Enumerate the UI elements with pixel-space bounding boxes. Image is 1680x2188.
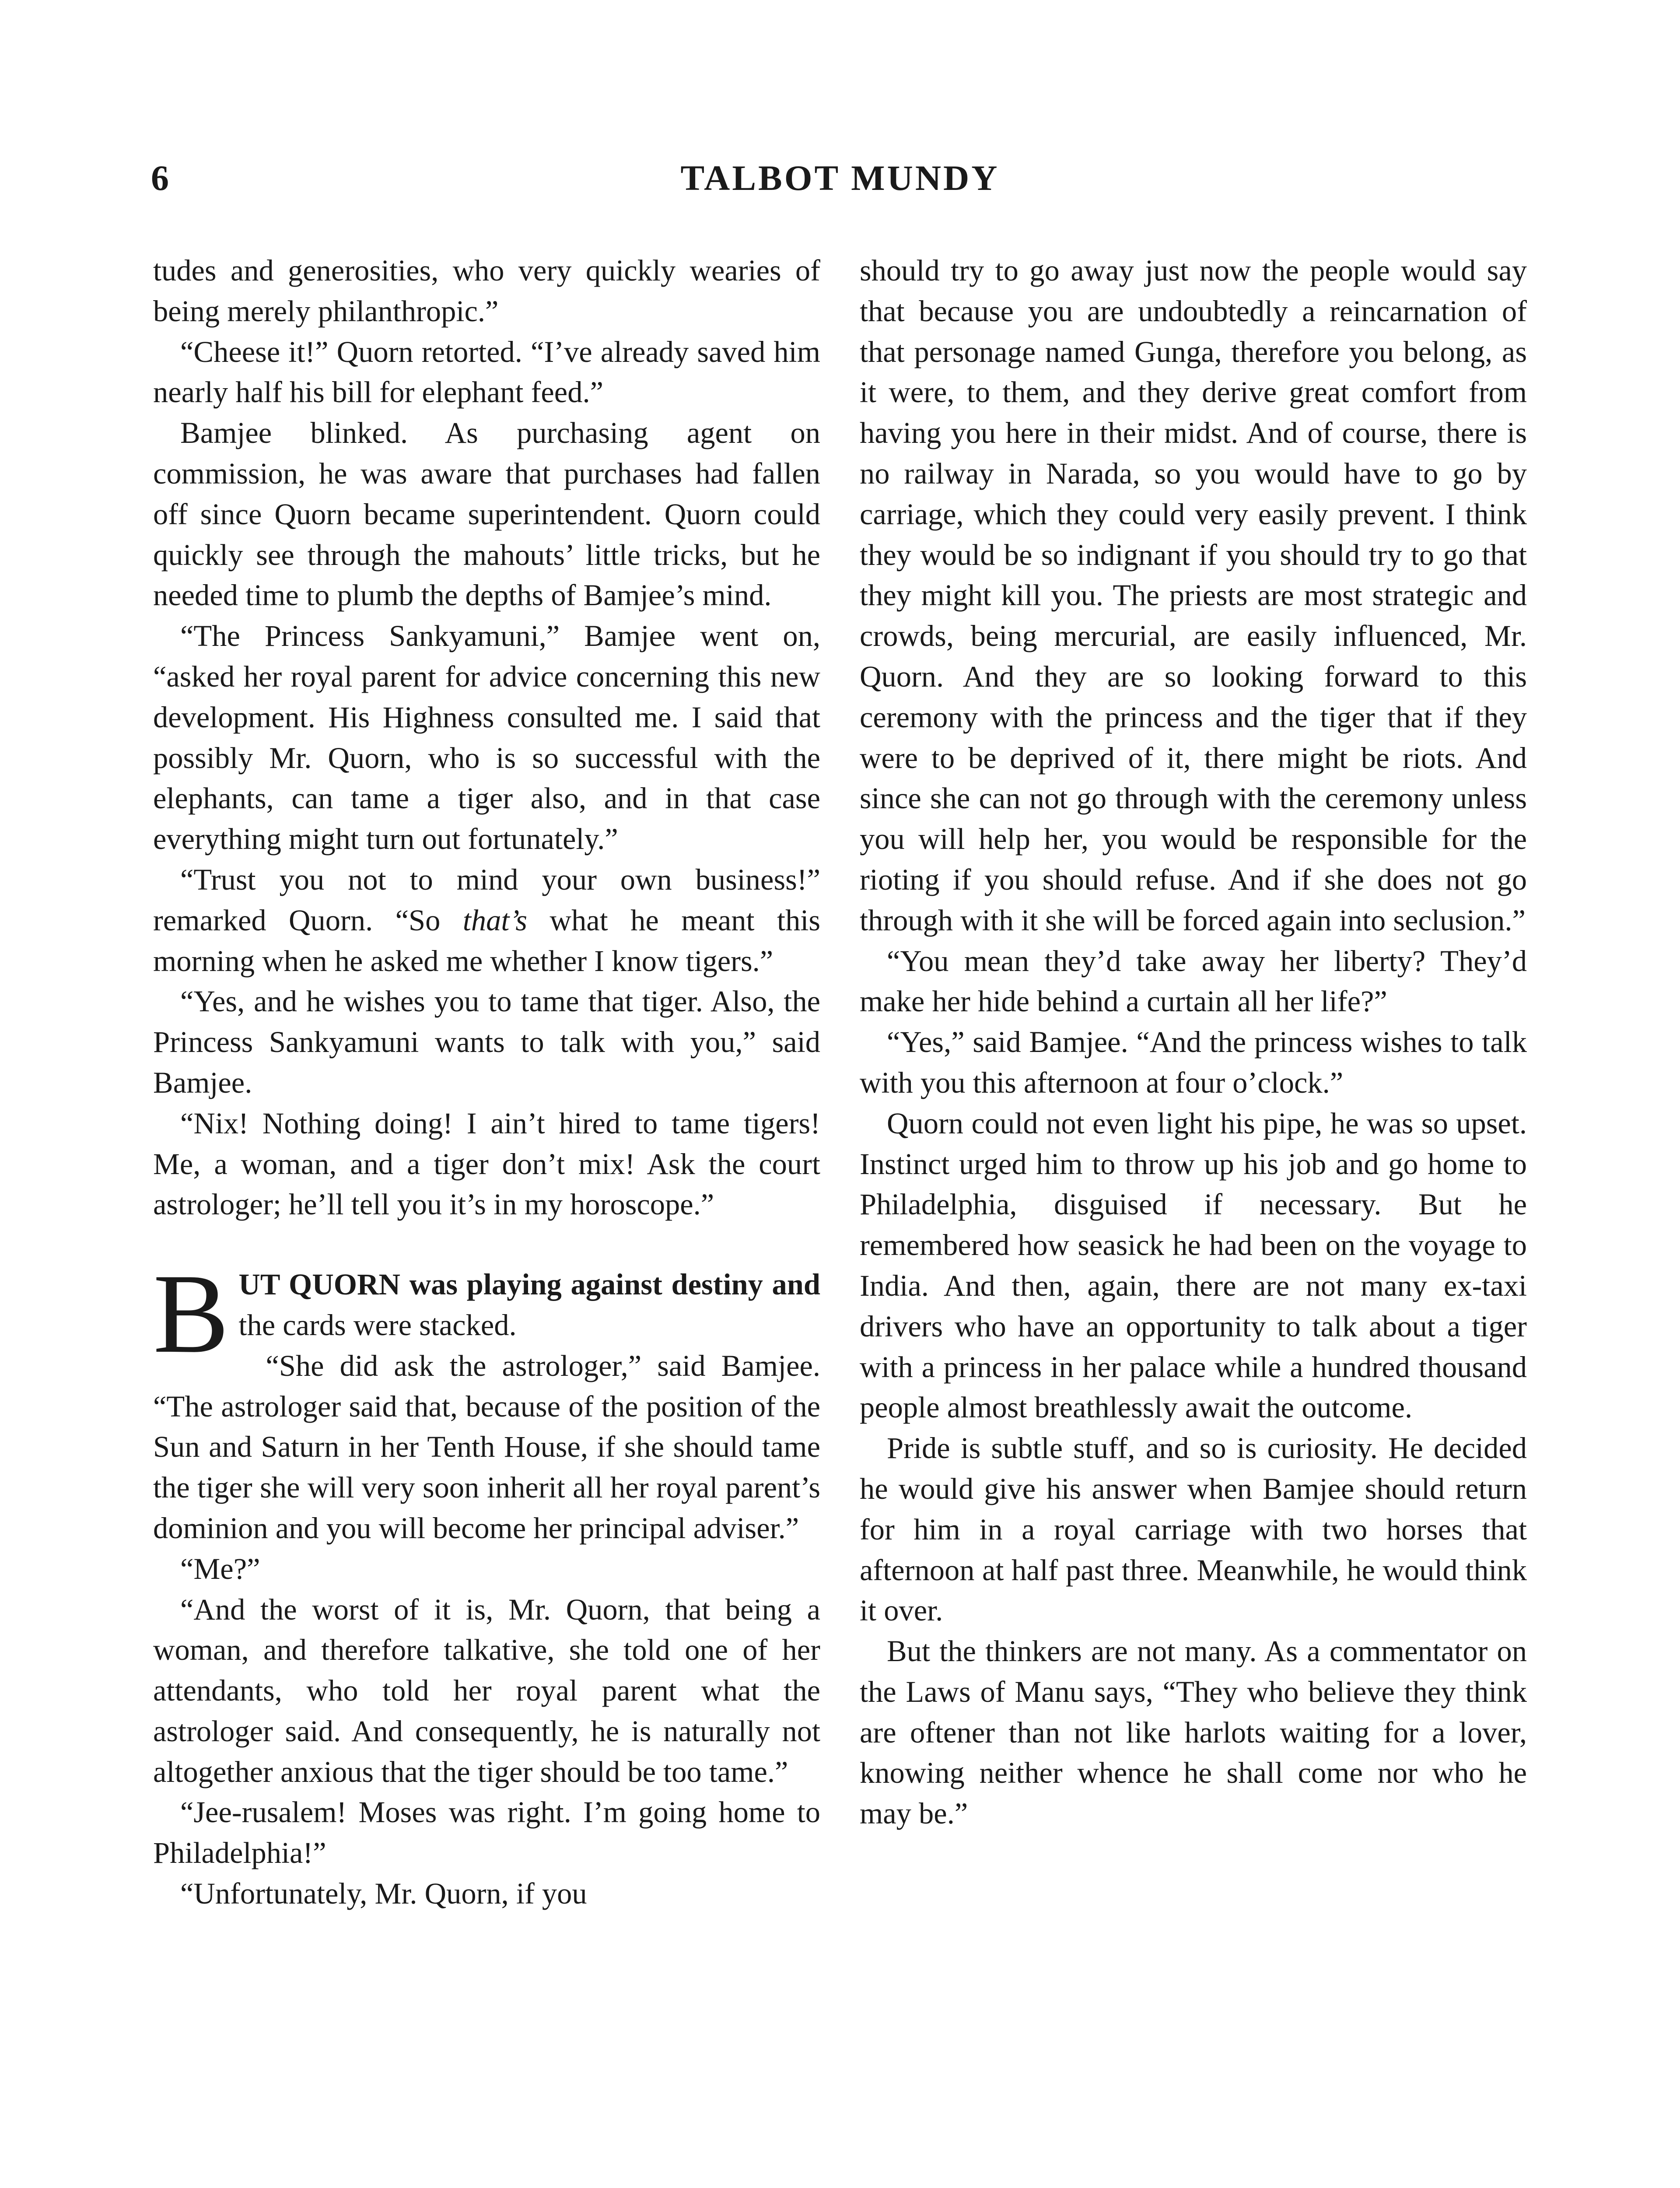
- paragraph: “Me?”: [180, 1552, 260, 1585]
- paragraph: Quorn could not even light his pipe, he was so upset. Instinct urged him to throw up his job and go home to Philadelphia, disguised if necessary. But he remembered how seasick he had been on the voyage to India. And then, again, there are not many ex-taxi drivers who have an opportunity to talk about a tiger with a princess in her palace while a hundred thousand people almost breathlessly await the outcome.: [860, 1106, 1527, 1424]
- left-text-column: [153, 250, 820, 1914]
- drop-cap-continuation: UT QUORN was playing against destiny and the cards were stacked.: [238, 1268, 820, 1342]
- right-text-column: [860, 250, 1527, 1834]
- paragraph: “Yes,” said Bamjee. “And the princess wishes to talk with you this afternoon at four o’clock.”: [860, 1025, 1527, 1099]
- paragraph: “And the worst of it is, Mr. Quorn, that being a woman, and therefore talkative, she told one of her attendants, who told her royal parent what the astrologer said. And consequently, he is naturally not altogether anxious that the tiger should be too tame.”: [153, 1592, 820, 1788]
- paragraph: “She did ask the astrologer,” said Bamjee. “The astrologer said that, because of the position of the Sun and Saturn in her Tenth House, if she should tame the tiger she will very soon inherit all her royal parent’s dominion and you will become her principal adviser.”: [153, 1349, 820, 1545]
- paragraph: “The Princess Sankyamuni,” Bamjee went on, “asked her royal parent for advice concerning this new development. His Highness consulted me. I said that possibly Mr. Quorn, who is so successful with the elephants, can tame a tiger also, and in that case everything might turn out fortunately.”: [153, 619, 820, 856]
- drop-cap: B: [153, 1251, 229, 1377]
- paragraph: “You mean they’d take away her liberty? They’d make her hide behind a curtain all her life?”: [860, 944, 1527, 1018]
- italic-emphasis: that’s: [462, 903, 528, 937]
- paragraph: “Yes, and he wishes you to tame that tiger. Also, the Princess Sankyamuni wants to talk with you,” said Bamjee.: [153, 985, 820, 1099]
- section-opening-paragraph: [153, 1251, 820, 1377]
- paragraph: “Unfortunately, Mr. Quorn, if you: [180, 1877, 587, 1911]
- paragraph: tudes and generosities, who very quickly wearies of being merely philanthropic.”: [153, 254, 820, 328]
- running-head-author: TALBOT MUNDY: [680, 158, 1000, 198]
- paragraph: Bamjee blinked. As purchasing agent on commission, he was aware that purchases had fallen off since Quorn became superintendent. Quorn could quickly see through the mahouts’ little tricks, but he needed time to plumb the depths of Bamjee’s mind.: [153, 416, 820, 612]
- paragraph: [153, 859, 820, 981]
- paragraph: should try to go away just now the people would say that because you are undoubtedly a reincarnation of that personage named Gunga, therefore you belong, as it were, to them, and they derive great comfort from having you here in their midst. And of course, there is no railway in Narada, so you would have to go by carriage, which they could very easily prevent. I think they would be so indignant if you should try to go that they might kill you. The priests are most strategic and crowds, being mercurial, are easily influenced, Mr. Quorn. And they are so looking forward to this ceremony with the princess and the tiger that if they were to be deprived of it, there might be riots. And since she can not go through with the ceremony unless you will help her, you would be responsible for the rioting if you should refuse. And if she does not go through with it she will be forced again into seclusion.”: [860, 254, 1527, 937]
- paragraph-text: “Trust you not to mind your own business!” remarked Quorn. “So: [153, 863, 820, 937]
- paragraph: “Cheese it!” Quorn retorted. “I’ve already saved him nearly half his bill for elephant feed.”: [153, 335, 820, 409]
- page-header: [151, 158, 1529, 214]
- paragraph: “Nix! Nothing doing! I ain’t hired to tame tigers! Me, a woman, and a tiger don’t mix! Ask the court astrologer; he’ll tell you it’s in my horoscope.”: [153, 1106, 820, 1221]
- paragraph: “Jee-rusalem! Moses was right. I’m going home to Philadelphia!”: [153, 1795, 820, 1870]
- paragraph: Pride is subtle stuff, and so is curiosity. He decided he would give his answer when Bamjee should return for him in a royal carriage with two horses that afternoon at half past three. Meanwhile, he would think it over.: [860, 1431, 1527, 1627]
- page-number: 6: [151, 158, 170, 198]
- paragraph-text: what he meant this morning when he asked me whether I know tigers.”: [153, 903, 821, 978]
- paragraph: But the thinkers are not many. As a commentator on the Laws of Manu says, “They who believe they think are oftener than not like harlots waiting for a lover, knowing neither whence he shall come nor who he may be.”: [860, 1634, 1527, 1830]
